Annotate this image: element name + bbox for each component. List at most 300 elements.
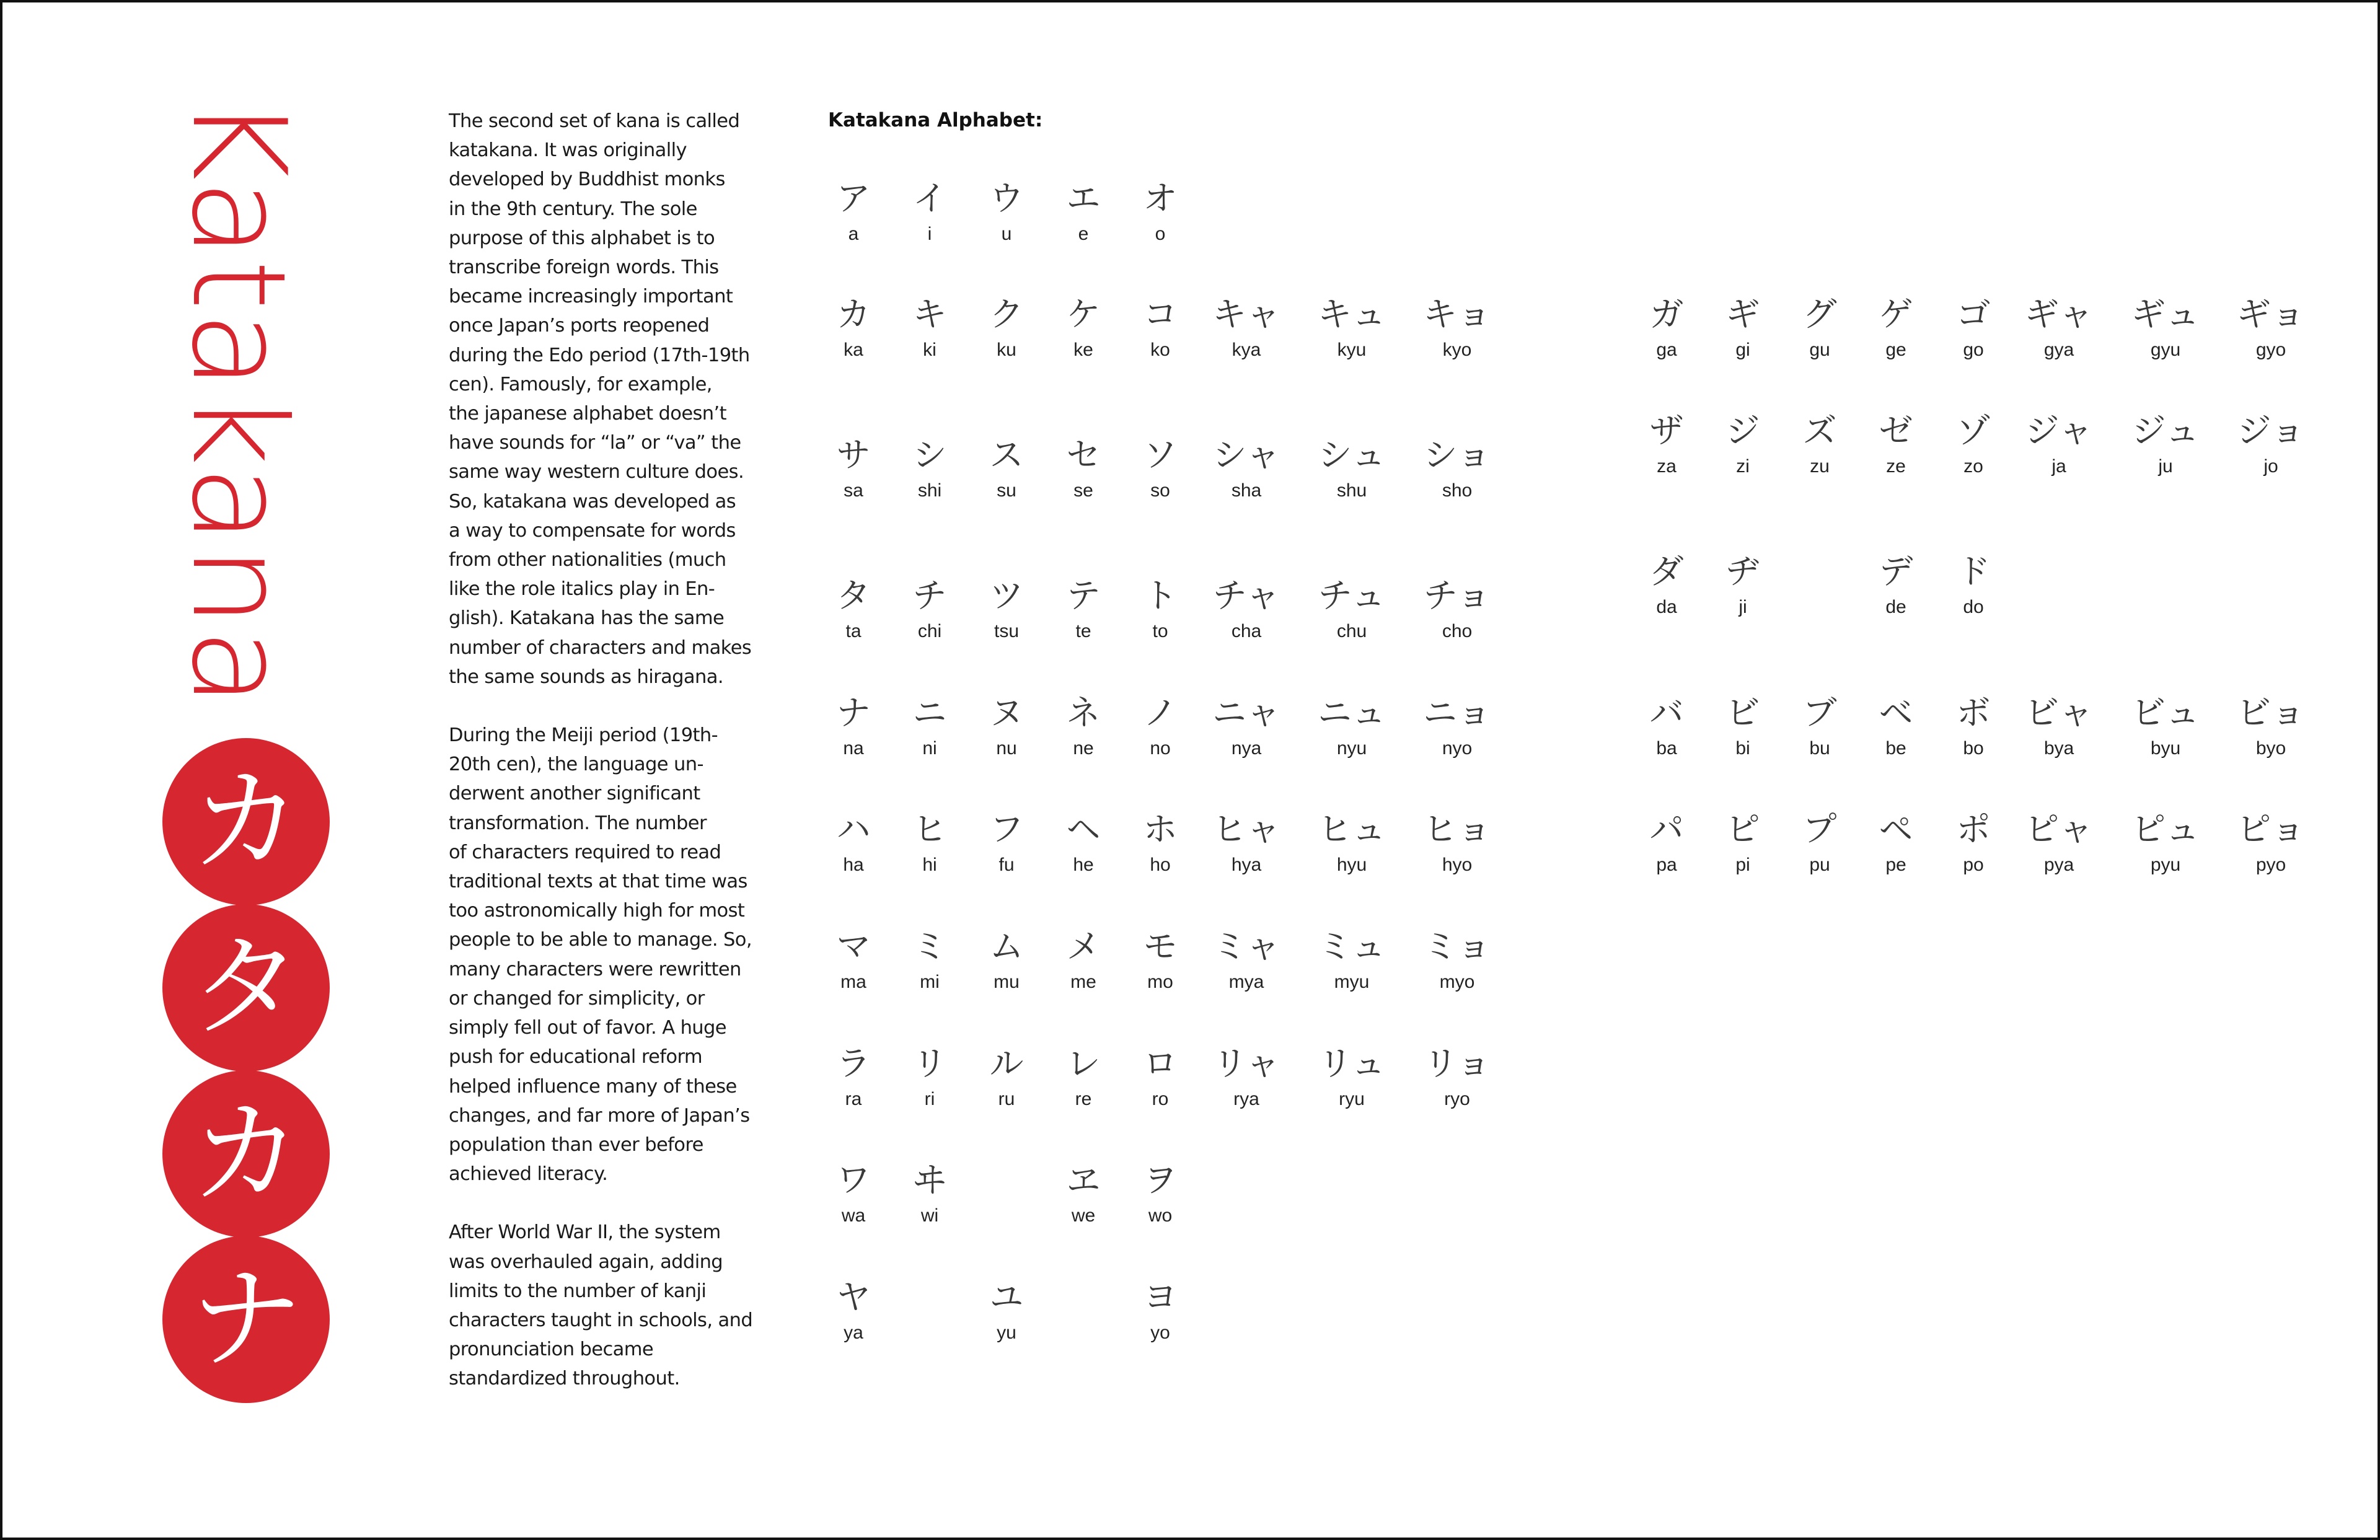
kana-character: ギョ	[2236, 294, 2305, 334]
kana-character: ト	[1143, 576, 1178, 615]
voiced-kana-cell-gya	[2009, 296, 2109, 363]
paragraph-3: After World War II, the system was overhauled again, adding limits to the number of kanji characters taught in schools, and pronunciation became standardized throughout.	[449, 1221, 753, 1390]
kana-character: ゾ	[1956, 411, 1991, 451]
kana-cell-ni	[896, 694, 964, 761]
voiced-kana-cell-da	[1633, 553, 1701, 620]
kana-character: ビュ	[2131, 693, 2200, 733]
body-text	[449, 107, 756, 1423]
romaji-label: pyu	[2150, 855, 2181, 875]
romaji-label: yu	[997, 1322, 1016, 1343]
kana-cell-nyo	[1408, 694, 1507, 761]
romaji-label: pya	[2043, 855, 2074, 875]
romaji-label: te	[1075, 621, 1091, 641]
title-kana-circle-4: ナ	[162, 1236, 330, 1403]
romaji-label: ro	[1152, 1089, 1169, 1109]
romaji-label: na	[843, 738, 864, 759]
romaji-label: gu	[1809, 340, 1830, 360]
voiced-kana-cell-byu	[2116, 694, 2215, 761]
kana-character: チャ	[1212, 576, 1280, 615]
paragraph-1: The second set of kana is called katakana. It was originally developed by Buddhist monks in the 9th century. The sole purpose of this alphabet is to transcribe foreign words. This became increasingly important once Japan’s ports reopened during the Edo period (17th-19th cen). Famously, for example, the japanese alphabet doesn’t have sounds for “la” or “va” the same way western culture does. So, katakana was developed as a way to compensate for words from other nationalities (much like the role italics play in En- glish). Katakana has the same number of characters and makes the same sounds as hiragana.	[449, 110, 752, 688]
kana-character: ニュ	[1317, 693, 1386, 733]
romaji-label: de	[1885, 597, 1906, 617]
kana-cell-fu	[972, 811, 1041, 878]
kana-character: ピ	[1726, 809, 1760, 849]
voiced-kana-cell-be	[1862, 694, 1930, 761]
kana-cell-hya	[1197, 811, 1296, 878]
kana-cell-ne	[1049, 694, 1117, 761]
kana-character: マ	[836, 926, 871, 966]
kana-character: ミョ	[1423, 926, 1491, 966]
kana-character: ジュ	[2131, 411, 2200, 451]
kana-cell-ki	[896, 296, 964, 363]
kana-cell-kyu	[1302, 296, 1401, 363]
voiced-kana-cell-bya	[2009, 694, 2109, 761]
kana-cell-ma	[819, 928, 888, 995]
kana-cell-me	[1049, 928, 1117, 995]
romaji-label: kyu	[1337, 340, 1367, 360]
kana-character: ウ	[989, 178, 1024, 218]
romaji-label: ka	[844, 340, 863, 360]
kana-character: オ	[1143, 178, 1178, 218]
kana-character: リャ	[1212, 1044, 1280, 1083]
romaji-label: ryu	[1339, 1089, 1365, 1109]
kana-cell-yo	[1126, 1278, 1194, 1345]
romaji-label: ryo	[1444, 1089, 1470, 1109]
kana-character: カ	[836, 294, 871, 334]
kana-character: ロ	[1143, 1044, 1178, 1083]
kana-character: グ	[1802, 294, 1837, 334]
romaji-label: me	[1070, 972, 1096, 992]
kana-cell-shu	[1302, 436, 1401, 503]
kana-character: ズ	[1802, 411, 1837, 451]
voiced-kana-cell-za	[1633, 412, 1701, 479]
kana-character: ド	[1956, 552, 1991, 591]
vertical-title	[163, 95, 313, 709]
voiced-kana-cell-ze	[1862, 412, 1930, 479]
title-kana-circle-1: カ	[162, 738, 330, 905]
kana-character: ピョ	[2236, 809, 2305, 849]
romaji-label: ho	[1150, 855, 1171, 875]
kana-character: ゼ	[1879, 411, 1913, 451]
voiced-kana-cell-gu	[1786, 296, 1854, 363]
romaji-label: ra	[845, 1089, 862, 1109]
kana-character: チ	[912, 576, 947, 615]
romaji-label: we	[1071, 1205, 1096, 1226]
voiced-kana-cell-ge	[1862, 296, 1930, 363]
romaji-label: shi	[917, 480, 942, 501]
kana-cell-wo	[1126, 1161, 1194, 1228]
romaji-label: ga	[1656, 340, 1677, 360]
kana-cell-ro	[1126, 1045, 1194, 1112]
romaji-label: kya	[1232, 340, 1261, 360]
romaji-label: ya	[844, 1322, 863, 1343]
kana-cell-i	[896, 180, 964, 247]
kana-character: ジ	[1726, 411, 1760, 451]
kana-character: タ	[836, 576, 871, 615]
paragraph-2: During the Meiji period (19th- 20th cen), the language un- derwent another significant transformation. The number of characters required to read traditional texts at that time was too astronomically high for most people to be able to manage. So, many characters were rewritten or changed for simplicity, or simply fell out of favor. A huge push for educational reform helped influence many of these changes, and far more of Japan’s population than ever before achieved literacy.	[449, 724, 752, 1186]
romaji-label: byo	[2255, 738, 2286, 759]
romaji-label: zo	[1963, 456, 1983, 477]
voiced-kana-cell-pu	[1786, 811, 1854, 878]
kana-character: モ	[1143, 926, 1178, 966]
title-kana-circle-2: タ	[162, 904, 330, 1071]
voiced-kana-cell-ja	[2009, 412, 2109, 479]
romaji-label: he	[1073, 855, 1094, 875]
kana-cell-rya	[1197, 1045, 1296, 1112]
kana-character: ヒュ	[1317, 809, 1386, 849]
romaji-label: su	[997, 480, 1016, 501]
romaji-label: ni	[922, 738, 937, 759]
romaji-label: ri	[924, 1089, 935, 1109]
kana-cell-no	[1126, 694, 1194, 761]
kana-cell-myu	[1302, 928, 1401, 995]
kana-cell-kyo	[1408, 296, 1507, 363]
kana-character: ピュ	[2131, 809, 2200, 849]
romaji-label: ma	[840, 972, 866, 992]
romaji-label: pi	[1735, 855, 1750, 875]
voiced-kana-cell-pi	[1709, 811, 1777, 878]
kana-character: キ	[912, 294, 947, 334]
voiced-kana-cell-ji	[1709, 553, 1777, 620]
kana-character: ジャ	[2025, 411, 2093, 451]
romaji-label: byu	[2150, 738, 2181, 759]
kana-cell-re	[1049, 1045, 1117, 1112]
kana-character: ヒ	[912, 809, 947, 849]
kana-cell-mu	[972, 928, 1041, 995]
kana-character: ニョ	[1422, 693, 1491, 733]
voiced-kana-cell-gyu	[2116, 296, 2215, 363]
kana-cell-shi	[896, 436, 964, 503]
romaji-label: pe	[1885, 855, 1906, 875]
kana-character: ル	[989, 1044, 1024, 1083]
romaji-label: e	[1078, 224, 1089, 244]
romaji-label: pu	[1809, 855, 1830, 875]
romaji-label: nyu	[1336, 738, 1367, 759]
kana-character: ア	[836, 178, 871, 218]
kana-character: ナ	[836, 693, 871, 733]
romaji-label: bu	[1809, 738, 1830, 759]
kana-cell-ta	[819, 577, 888, 644]
romaji-label: fu	[998, 855, 1015, 875]
kana-character: リュ	[1318, 1044, 1386, 1083]
kana-character: ブ	[1802, 693, 1837, 733]
kana-cell-u	[972, 180, 1041, 247]
kana-character: ヂ	[1726, 552, 1760, 591]
kana-character: リョ	[1423, 1044, 1491, 1083]
romaji-label: sho	[1442, 480, 1473, 501]
romaji-label: wo	[1148, 1205, 1173, 1226]
kana-cell-mo	[1126, 928, 1194, 995]
title-kana-circle-3: カ	[162, 1070, 330, 1238]
kana-character: ホ	[1143, 809, 1178, 849]
romaji-label: ke	[1073, 340, 1093, 360]
kana-character: ク	[989, 294, 1024, 334]
kana-character: フ	[989, 809, 1024, 849]
kana-character: ベ	[1879, 693, 1913, 733]
kana-character: ビャ	[2024, 693, 2093, 733]
kana-character: ギャ	[2024, 294, 2093, 334]
romaji-label: mi	[920, 972, 940, 992]
voiced-kana-cell-pa	[1633, 811, 1701, 878]
voiced-kana-cell-po	[1939, 811, 2008, 878]
kana-character: コ	[1143, 294, 1178, 334]
kana-character: チュ	[1318, 576, 1386, 615]
romaji-label: ki	[923, 340, 937, 360]
romaji-label: bya	[2043, 738, 2074, 759]
kana-character: ボ	[1956, 693, 1991, 733]
romaji-label: hyu	[1336, 855, 1367, 875]
kana-character: ジョ	[2237, 411, 2305, 451]
kana-character: ソ	[1143, 435, 1178, 475]
romaji-label: chu	[1336, 621, 1367, 641]
kana-character: ヘ	[1066, 809, 1101, 849]
kana-character: ネ	[1066, 693, 1101, 733]
romaji-label: ge	[1885, 340, 1906, 360]
kana-character: ヨ	[1143, 1277, 1178, 1317]
kana-character: ニャ	[1212, 693, 1280, 733]
kana-character: ペ	[1879, 809, 1913, 849]
kana-cell-so	[1126, 436, 1194, 503]
kana-cell-ru	[972, 1045, 1041, 1112]
voiced-kana-cell-pe	[1862, 811, 1930, 878]
romaji-label: mya	[1228, 972, 1264, 992]
romaji-label: ba	[1656, 738, 1677, 759]
romaji-label: jo	[2263, 456, 2278, 477]
romaji-label: chi	[917, 621, 942, 641]
kana-cell-mya	[1197, 928, 1296, 995]
romaji-label: to	[1152, 621, 1168, 641]
romaji-label: shu	[1336, 480, 1367, 501]
romaji-label: po	[1963, 855, 1984, 875]
romaji-label: da	[1656, 597, 1677, 617]
romaji-label: pa	[1656, 855, 1677, 875]
romaji-label: i	[927, 224, 932, 244]
kana-character: サ	[836, 435, 871, 475]
romaji-label: u	[1001, 224, 1012, 244]
kana-cell-se	[1049, 436, 1117, 503]
voiced-kana-cell-zo	[1939, 412, 2008, 479]
kana-character: シャ	[1212, 435, 1280, 475]
romaji-label: so	[1150, 480, 1170, 501]
kana-cell-ya	[819, 1278, 888, 1345]
romaji-label: sha	[1231, 480, 1262, 501]
romaji-label: ku	[997, 340, 1016, 360]
kana-cell-nya	[1197, 694, 1296, 761]
kana-character: ガ	[1649, 294, 1684, 334]
romaji-label: no	[1150, 738, 1171, 759]
kana-cell-he	[1049, 811, 1117, 878]
voiced-kana-cell-de	[1862, 553, 1930, 620]
voiced-kana-cell-bu	[1786, 694, 1854, 761]
voiced-kana-cell-pyu	[2116, 811, 2215, 878]
kana-character: ショ	[1423, 435, 1491, 475]
voiced-kana-cell-ju	[2116, 412, 2215, 479]
kana-character: イ	[912, 178, 947, 218]
romaji-label: ja	[2052, 456, 2066, 477]
kana-character: ミュ	[1318, 926, 1386, 966]
kana-cell-cho	[1408, 577, 1507, 644]
kana-character: ラ	[836, 1044, 871, 1083]
romaji-label: cho	[1442, 621, 1473, 641]
kana-character: リ	[912, 1044, 947, 1083]
romaji-label: gi	[1735, 340, 1750, 360]
kana-character: ポ	[1956, 809, 1991, 849]
kana-cell-ra	[819, 1045, 888, 1112]
romaji-label: kyo	[1442, 340, 1472, 360]
kana-character: ヰ	[912, 1160, 947, 1200]
kana-character: ヲ	[1143, 1160, 1178, 1200]
kana-character: ワ	[836, 1160, 871, 1200]
kana-character: ユ	[989, 1277, 1024, 1317]
romaji-label: tsu	[994, 621, 1020, 641]
romaji-label: nu	[996, 738, 1017, 759]
kana-cell-tsu	[972, 577, 1041, 644]
kana-cell-ryo	[1408, 1045, 1507, 1112]
kana-cell-to	[1126, 577, 1194, 644]
kana-character: ノ	[1143, 693, 1178, 733]
romaji-label: za	[1657, 456, 1677, 477]
romaji-label: zu	[1810, 456, 1830, 477]
kana-character: ヒョ	[1422, 809, 1491, 849]
title-text: Katakana	[163, 95, 313, 709]
voiced-kana-cell-pya	[2009, 811, 2109, 878]
kana-character: キョ	[1422, 294, 1491, 334]
kana-cell-wa	[819, 1161, 888, 1228]
kana-character: ヱ	[1066, 1160, 1101, 1200]
romaji-label: ha	[843, 855, 864, 875]
romaji-label: ze	[1886, 456, 1906, 477]
romaji-label: gyo	[2255, 340, 2286, 360]
romaji-label: myo	[1439, 972, 1475, 992]
romaji-label: hyo	[1442, 855, 1473, 875]
voiced-kana-cell-bi	[1709, 694, 1777, 761]
kana-character: バ	[1649, 693, 1684, 733]
kana-cell-na	[819, 694, 888, 761]
romaji-label: ji	[1739, 597, 1747, 617]
kana-cell-wi	[896, 1161, 964, 1228]
kana-cell-nyu	[1302, 694, 1401, 761]
romaji-label: yo	[1150, 1322, 1170, 1343]
kana-character: ヌ	[989, 693, 1024, 733]
romaji-label: re	[1075, 1089, 1092, 1109]
romaji-label: hi	[922, 855, 937, 875]
kana-cell-a	[819, 180, 888, 247]
romaji-label: ko	[1150, 340, 1170, 360]
kana-cell-hyu	[1302, 811, 1401, 878]
kana-cell-myo	[1408, 928, 1507, 995]
kana-character: ヤ	[836, 1277, 871, 1317]
kana-character: ミャ	[1212, 926, 1280, 966]
kana-character: シュ	[1318, 435, 1386, 475]
voiced-kana-cell-gyo	[2221, 296, 2320, 363]
voiced-kana-cell-ba	[1633, 694, 1701, 761]
kana-character: ニ	[912, 693, 947, 733]
kana-cell-ho	[1126, 811, 1194, 878]
kana-cell-we	[1049, 1161, 1117, 1228]
kana-cell-ri	[896, 1045, 964, 1112]
kana-character: チョ	[1423, 576, 1491, 615]
kana-character: テ	[1066, 576, 1101, 615]
kana-cell-o	[1126, 180, 1194, 247]
romaji-label: ru	[998, 1089, 1015, 1109]
voiced-kana-cell-pyo	[2221, 811, 2320, 878]
romaji-label: bo	[1963, 738, 1984, 759]
kana-character: ケ	[1066, 294, 1101, 334]
kana-cell-hyo	[1408, 811, 1507, 878]
voiced-kana-cell-byo	[2221, 694, 2320, 761]
romaji-label: wa	[841, 1205, 866, 1226]
kana-character: キャ	[1212, 294, 1280, 334]
romaji-label: rya	[1233, 1089, 1259, 1109]
kana-cell-e	[1049, 180, 1117, 247]
voiced-kana-cell-go	[1939, 296, 2008, 363]
kana-cell-ryu	[1302, 1045, 1401, 1112]
voiced-kana-cell-jo	[2221, 412, 2320, 479]
kana-cell-mi	[896, 928, 964, 995]
voiced-kana-cell-gi	[1709, 296, 1777, 363]
kana-character: ダ	[1649, 552, 1684, 591]
kana-cell-cha	[1197, 577, 1296, 644]
kana-character: エ	[1066, 178, 1101, 218]
romaji-label: nyo	[1442, 738, 1473, 759]
kana-character: ギュ	[2131, 294, 2200, 334]
kana-character: ス	[989, 435, 1024, 475]
kana-cell-te	[1049, 577, 1117, 644]
voiced-kana-cell-do	[1939, 553, 2008, 620]
kana-character: セ	[1066, 435, 1101, 475]
romaji-label: ju	[2158, 456, 2173, 477]
kana-cell-ha	[819, 811, 888, 878]
kana-character: レ	[1066, 1044, 1101, 1083]
romaji-label: ta	[845, 621, 862, 641]
kana-cell-sha	[1197, 436, 1296, 503]
kana-cell-yu	[972, 1278, 1041, 1345]
kana-cell-kya	[1197, 296, 1296, 363]
romaji-label: myu	[1334, 972, 1370, 992]
kana-cell-ko	[1126, 296, 1194, 363]
romaji-label: pyo	[2255, 855, 2286, 875]
alphabet-heading: Katakana Alphabet:	[828, 109, 1043, 131]
kana-character: ヒャ	[1212, 809, 1280, 849]
kana-character: デ	[1879, 552, 1913, 591]
romaji-label: go	[1963, 340, 1984, 360]
kana-cell-ku	[972, 296, 1041, 363]
kana-character: プ	[1802, 809, 1837, 849]
romaji-label: mu	[994, 972, 1020, 992]
romaji-label: gya	[2043, 340, 2074, 360]
voiced-kana-cell-zi	[1709, 412, 1777, 479]
romaji-label: nya	[1231, 738, 1262, 759]
kana-cell-ka	[819, 296, 888, 363]
kana-character: ハ	[836, 809, 871, 849]
voiced-kana-cell-bo	[1939, 694, 2008, 761]
romaji-label: se	[1073, 480, 1093, 501]
romaji-label: zi	[1736, 456, 1750, 477]
kana-character: ミ	[912, 926, 947, 966]
romaji-label: ne	[1073, 738, 1094, 759]
romaji-label: be	[1885, 738, 1906, 759]
voiced-kana-cell-ga	[1633, 296, 1701, 363]
kana-cell-chi	[896, 577, 964, 644]
kana-character: ゴ	[1956, 294, 1991, 334]
romaji-label: gyu	[2150, 340, 2181, 360]
romaji-label: cha	[1231, 621, 1262, 641]
kana-character: ビョ	[2236, 693, 2305, 733]
kana-character: ピャ	[2024, 809, 2093, 849]
kana-character: シ	[912, 435, 947, 475]
kana-cell-sa	[819, 436, 888, 503]
kana-character: ゲ	[1879, 294, 1913, 334]
